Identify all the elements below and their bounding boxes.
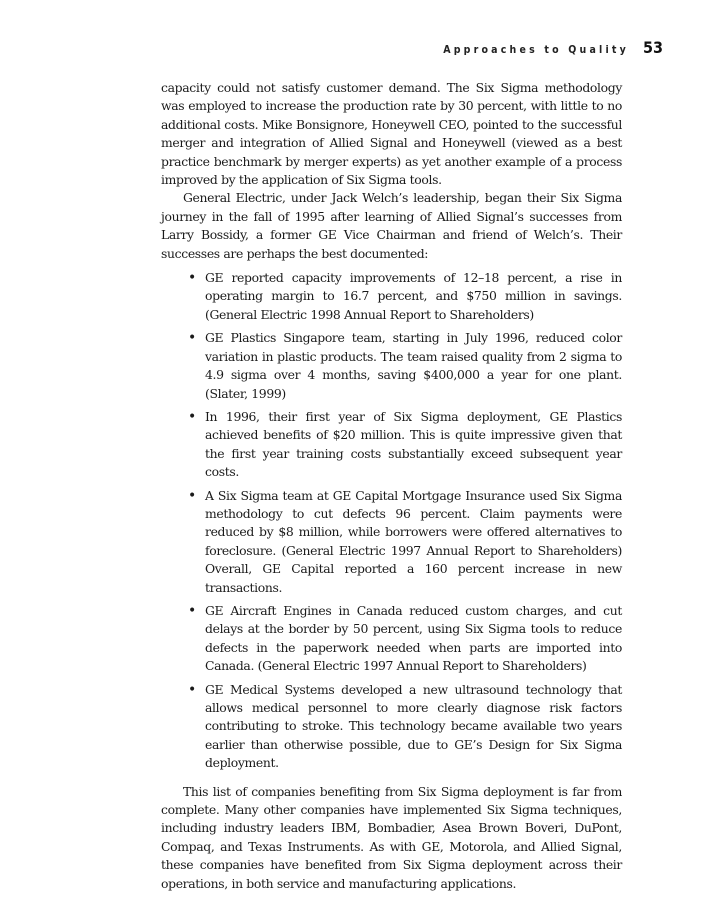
list-item	[188, 329, 622, 403]
list-item-text: GE Plastics Singapore team, starting in July 1996, reduced color variation in plastic products. The team raised quality from 2 sigma to 4.9 sigma over 4 months, saving $400,000 a year for one plant. (Slater, 1999)	[205, 330, 622, 401]
bullet-icon: •	[188, 408, 196, 425]
bullet-icon: •	[188, 330, 196, 347]
list-item	[188, 408, 622, 482]
running-title: Approaches to Quality	[443, 44, 629, 56]
paragraph-ge-intro: General Electric, under Jack Welch’s leadership, began their Six Sigma journey in the fall of 1995 after learning of Allied Signal’s successes from Larry Bossidy, a former GE Vice Chairman and friend of Welch’s. Their successes are perhaps the best documented:	[161, 190, 622, 261]
bullet-icon: •	[188, 270, 196, 287]
running-header	[443, 38, 663, 57]
list-item-text: In 1996, their first year of Six Sigma deployment, GE Plastics achieved benefits of $20 million. This is quite impressive given that the first year training costs substantially exceed subsequent year costs.	[205, 408, 622, 480]
list-item-text: GE Medical Systems developed a new ultrasound technology that allows medical personnel to more clearly diagnose risk factors contributing to stroke. This technology became available two years earlier than otherwise possible, due to GE’s Design for Six Sigma deployment.	[205, 681, 622, 771]
page-number: 53	[642, 38, 663, 57]
bullet-icon: •	[188, 681, 196, 698]
list-item-text: GE Aircraft Engines in Canada reduced custom charges, and cut delays at the border by 50 percent, using Six Sigma tools to reduce defects in the paperwork needed when parts are imported into Canada. (General Electric 1997 Annual Report to Shareholders)	[205, 602, 622, 674]
list-item-text: A Six Sigma team at GE Capital Mortgage Insurance used Six Sigma methodology to cut defects 96 percent. Claim payments were reduced by $8 million, while borrowers were offered alternatives to foreclosure. (General Electric 1997 Annual Report to Shareholders) Overall, GE Capital reported a 160 percent increase in new transactions.	[205, 487, 622, 595]
list-item	[188, 269, 622, 324]
list-item-text: GE reported capacity improvements of 12–18 percent, a rise in operating margin to 16.7 percent, and $750 million in savings. (General Electric 1998 Annual Report to Shareholders)	[205, 270, 622, 322]
list-item	[188, 681, 622, 773]
bullet-icon: •	[188, 487, 196, 504]
bullet-icon: •	[188, 602, 196, 619]
paragraph-continued: capacity could not satisfy customer demand. The Six Sigma methodology was employed to increase the production rate by 30 percent, with little to no additional costs. Mike Bonsignore, Honeywell CEO, pointed to the successful merger and integration of Allied Signal and Honeywell (viewed as a best practice benchmark by merger experts) as yet another example of a process improved by the application of Six Sigma tools.	[161, 80, 622, 188]
paragraph-other-companies: This list of companies benefiting from Six Sigma deployment is far from complete. Many other companies have implemented Six Sigma techniques, including industry leaders IBM, Bombadier, Asea Brown Boveri, DuPont, Compaq, and Texas Instruments. As with GE, Motorola, and Allied Signal, these companies have benefited from Six Sigma deployment across their operations, in both service and manufacturing applications.	[161, 783, 622, 891]
body-text	[161, 79, 622, 893]
list-item	[188, 487, 622, 597]
bullet-list	[161, 269, 622, 773]
list-item	[188, 602, 622, 676]
